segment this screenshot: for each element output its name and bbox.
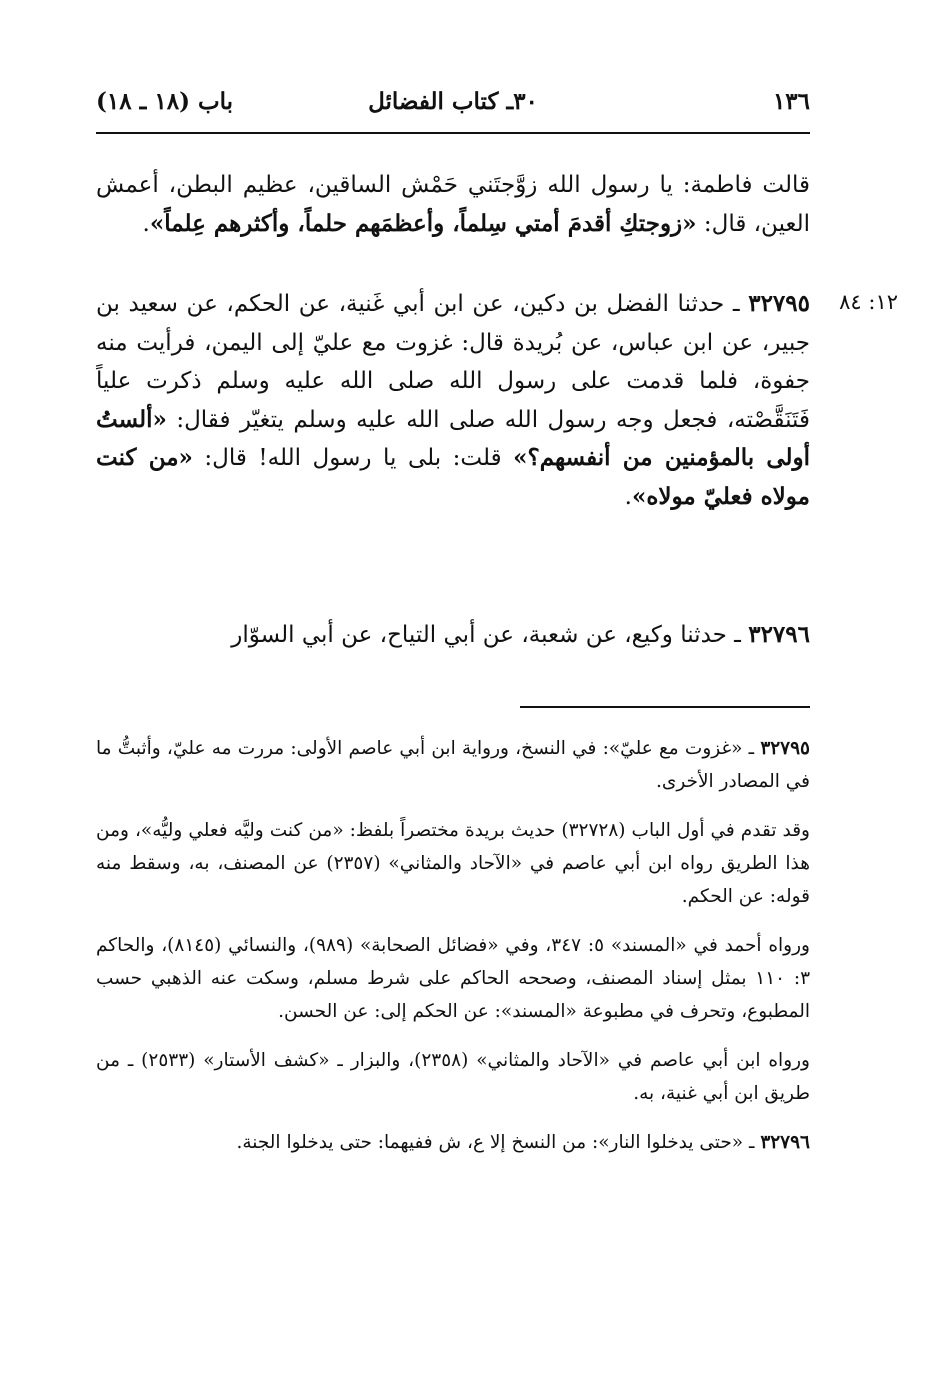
hadith-32795 [96,285,810,516]
paragraph-text: قالت فاطمة: يا رسول الله زوَّجتَني حَمْش الساقين، عظيم البطن، أعمش العين، قال: [96,172,810,237]
paragraph-end: . [142,210,150,237]
footnote-text: ـ «حتى يدخلوا النار»: من النسخ إلا ع، ش ففيهما: حتى يدخلوا الجنة. [236,1132,761,1153]
hadith-number: ٣٢٧٩٦ [748,621,810,648]
quote-bold: «من كنت مولاه فعليّ مولاه» [96,444,810,510]
chapter-title: باب (١٨ ـ ١٨) [96,88,234,115]
paragraph-fatima [96,166,810,243]
hadith-text: قلت: بلى يا رسول الله! قال: [192,445,514,471]
quote-bold: «ألستُ أولى بالمؤمنين من أنفسهم؟» [96,405,811,471]
page-header [96,88,810,124]
hadith-text: ـ حدثنا الفضل بن دكين، عن ابن أبي غَنية، عن الحكم، عن سعيد بن جبير، عن ابن عباس، عن بُريدة قال: غزوت مع عليّ إلى اليمن، فرأيت منه جفوة، فلما قدمت على رسول الله صلى الله عليه وسلم ذكرت علياً فَتَنَقَّصْته، فجعل وجه رسول الله صلى الله عليه وسلم يتغيّر فقال: [96,291,810,433]
footnote-paragraph: ورواه أحمد في «المسند» ٥: ٣٤٧، وفي «فضائل الصحابة» (٩٨٩)، والنسائي (٨١٤٥)، والحاكم ٣: ١١٠ بمثل إسناد المصنف، وصححه الحاكم على شرط مسلم، وسكت عنه الذهبي حسب المطبوع، وتحرف في مطبوعة «المسند»: عن الحكم إلى: عن الحسن. [96,935,810,1022]
header-divider [96,132,810,134]
footnote-text: ـ «غزوت مع عليّ»: في النسخ، ورواية ابن أبي عاصم الأولى: مررت مه عليّ، وأثبتُّ ما في المصادر الأخرى. [96,738,810,792]
hadith-text: ـ حدثنا وكيع، عن شعبة، عن أبي التياح، عن أبي السوّار [231,622,749,648]
footnote-number: ٣٢٧٩٦ [760,1132,810,1153]
margin-reference: ١٢: ٨٤ [839,290,898,314]
footnote-paragraph: وقد تقدم في أول الباب (٣٢٧٢٨) حديث بريدة مختصراً بلفظ: «من كنت وليَّه فعلي وليُّه»، ومن هذا الطريق رواه ابن أبي عاصم في «الآحاد والمثاني» (٢٣٥٧) عن المصنف، به، وسقط منه قوله: عن الحكم. [96,820,810,907]
page-number: ١٣٦ [772,88,810,115]
footnote-32795 [96,732,810,798]
hadith-number: ٣٢٧٩٥ [748,290,810,317]
hadith-32796 [96,616,810,655]
footnote-paragraph: ورواه ابن أبي عاصم في «الآحاد والمثاني» (٢٣٥٨)، والبزار ـ «كشف الأستار» (٢٥٣٣) ـ من طريق ابن أبي غنية، به. [96,1050,810,1104]
paragraph-end: . [624,483,632,510]
footnote-32796 [96,1126,810,1159]
footnote-divider [520,706,810,708]
book-title: ٣٠ـ كتاب الفضائل [368,88,538,115]
footnotes [96,732,810,1175]
quote-bold: «زوجتكِ أقدمَ أمتي سِلماً، وأعظمَهم حلماً، وأكثرهم عِلماً» [149,209,697,237]
footnote-number: ٣٢٧٩٥ [760,738,810,759]
